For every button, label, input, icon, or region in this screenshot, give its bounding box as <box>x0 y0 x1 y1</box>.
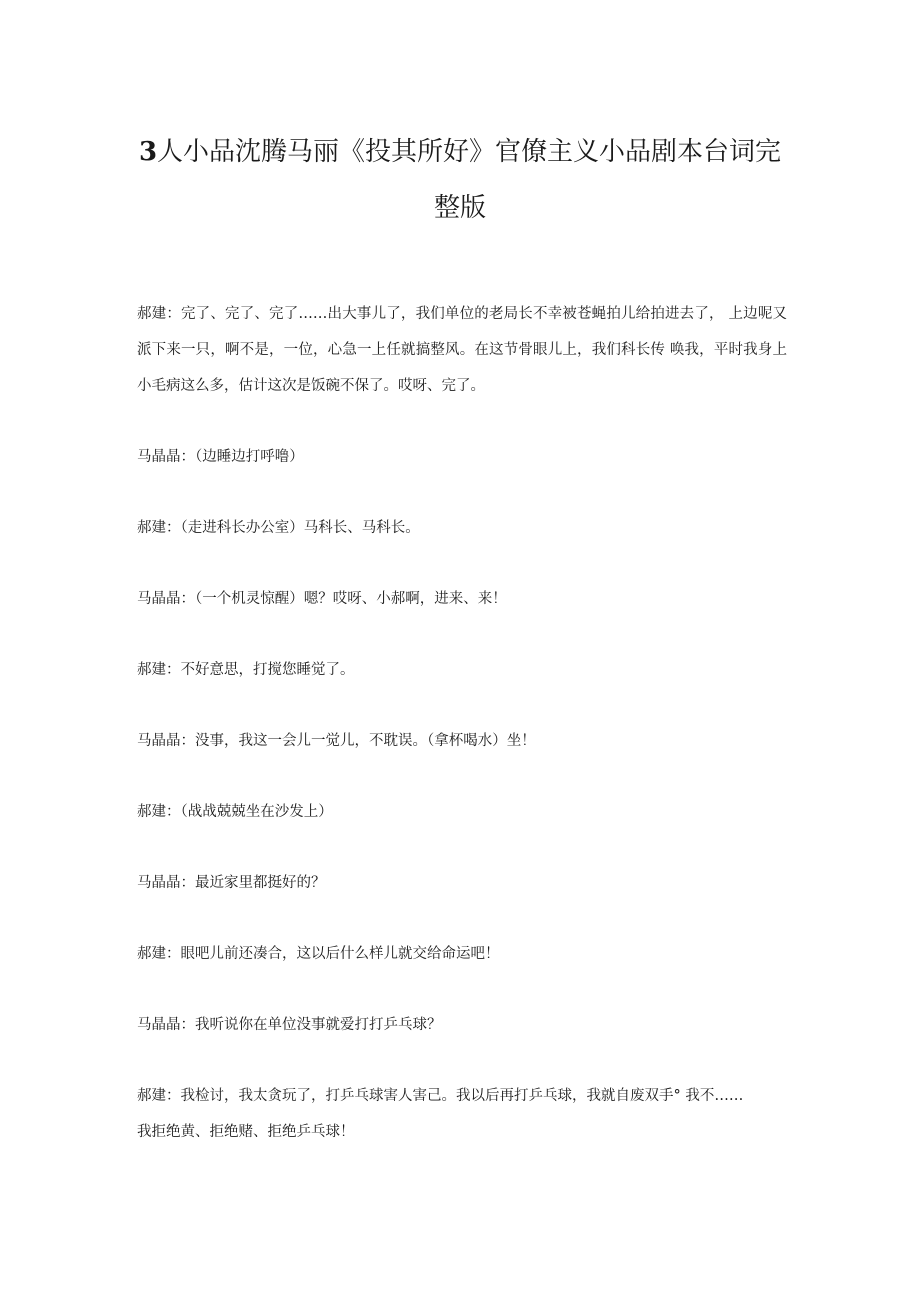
dialogue-line: 郝建：（战战兢兢坐在沙发上） <box>137 804 333 820</box>
page-title <box>100 124 820 236</box>
dialogue-line: 郝建：完了、完了、完了……出大事儿了，我们单位的老局长不幸被苍蝇拍儿给拍进去了， 上边呢又派下来一只，啊不是，一位，心急一上任就搞整风。在这节骨眼儿上，我们科长传 唤我，平时我身上小毛病这么多，估计这次是饭碗不保了。哎呀、完了。 <box>137 306 787 394</box>
dialogue-line: 郝建：不好意思，打搅您睡觉了。 <box>137 662 355 678</box>
dialogue-line: 我拒绝黄、拒绝赌、拒绝乒乓球！ <box>137 1124 355 1140</box>
title-number: 3 <box>138 137 158 167</box>
script-body <box>137 296 787 1150</box>
dialogue-line: 郝建：（走进科长办公室）马科长、马科长。 <box>137 520 420 536</box>
dialogue-line: 马晶晶：最近家里都挺好的？ <box>137 875 326 891</box>
dialogue-line: 郝建：眼吧儿前还凑合，这以后什么样儿就交给命运吧！ <box>137 946 500 962</box>
dialogue-line: 马晶晶：（一个机灵惊醒）嗯？哎呀、小郝啊，进来、来！ <box>137 591 507 607</box>
title-line-2: 整版 <box>433 193 486 223</box>
dialogue-line: 马晶晶：没事，我这一会儿一觉儿，不耽误。（拿杯喝水）坐！ <box>137 733 536 749</box>
dialogue-line: 马晶晶：我听说你在单位没事就爱打打乒乓球？ <box>137 1017 442 1033</box>
dialogue-line: 马晶晶：（边睡边打呼噜） <box>137 449 304 465</box>
title-line-1: 人小品沈腾马丽《投其所好》官僚主义小品剧本台词完 <box>157 137 782 167</box>
dialogue-line: 郝建：我检讨，我太贪玩了，打乒乓球害人害己。我以后再打乒乓球，我就自废双手° 我不…… <box>137 1088 744 1104</box>
